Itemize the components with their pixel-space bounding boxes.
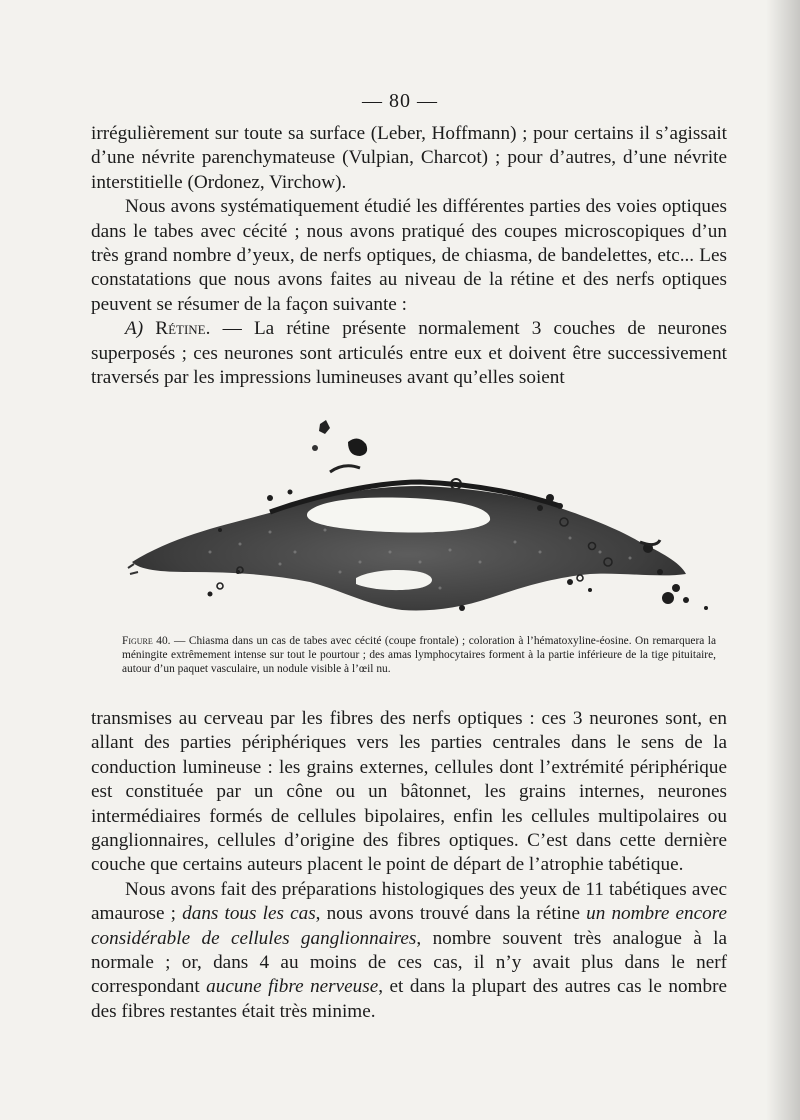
p2-part-a: Nous avons fait des préparations histologiques des yeux de 11 tabétiques avec amaurose ; [91,878,727,925]
p2-part-d: , et dans la plupart des autres cas le nombre des fibres restantes était très minime. [91,976,727,1022]
paragraph-continuation: irrégulièrement sur toute sa surface (Leber, Hoffmann) ; pour certains il s’agissait d’une névrite parenchymateuse (Vulpian, Charcot) ; pour d’autres, d’une névrite interstitielle (Ordonez, Virchow). [91,123,727,193]
bottom-text-block [91,707,727,1024]
page-edge-shadow [766,0,800,1120]
paragraph-neurones: transmises au cerveau par les fibres des nerfs optiques : ces 3 neurones sont, en allant des parties périphériques vers les parties centrales dans le sens de la conduction lumineuse : les grains externes, cellules dont l’extrémité périphérique est constituée par un cône ou un bâtonnet, les grains internes, neurones intermédiaires formés de cellules bipolaires, enfin les cellules multipolaires ou ganglionnaires, cellules d’origine des fibres optiques. C’est dans cette dernière couche que certains auteurs placent le point de départ de l’atrophie tabétique. [91,708,727,876]
p2-emphasis-3: aucune fibre nerveuse [206,976,379,998]
section-label: A) [125,318,156,340]
p2-part-c: , nombre souvent très analogue à la normale ; or, dans 4 au moins de ces cas, il n’y avait plus dans le nerf correspondant [91,927,728,998]
section-heading: Rétine. [155,318,211,340]
top-text-block [91,122,727,390]
paragraph-retine [91,317,727,390]
figure-caption [122,634,716,676]
page-number: — 80 — [362,90,438,112]
figure-caption-text: — Chiasma dans un cas de tabes avec cécité (coupe frontale) ; coloration à l’hématoxyline-éosine. On remarquera la méningite extrêmement intense sur tout le pourtour ; des amas lymphocytaires forment à la partie inférieure de la tige pituitaire, autour d’un paquet vasculaire, un nodule visible à l’œil nu. [122,635,716,675]
p2-part-b: , nous avons trouvé dans la rétine [315,903,587,925]
paragraph-methods: Nous avons systématiquement étudié les différentes parties des voies optiques dans le tabes avec cécité ; nous avons pratiqué des coupes microscopiques d’un très grand nombre d’yeux, de nerfs optiques, de chiasma, de bandelettes, etc... Les constatations que nous avons faites au niveau de la rétine et des nerfs optiques peuvent se résumer de la façon suivante : [91,196,727,315]
figure-label: Figure 40. [122,635,171,647]
section-text: — La rétine présente normalement 3 couches de neurones superposés ; ces neurones sont articulés entre eux et doivent être successivement traversés par les impressions lumineuses avant qu’elles soient [91,318,727,389]
p2-emphasis-2: un nombre encore considérable de cellules ganglionnaires [91,903,727,949]
paragraph-preparations [91,878,727,1024]
chiasma-micrograph [120,412,720,622]
p2-emphasis-1: dans tous les cas [182,903,316,925]
